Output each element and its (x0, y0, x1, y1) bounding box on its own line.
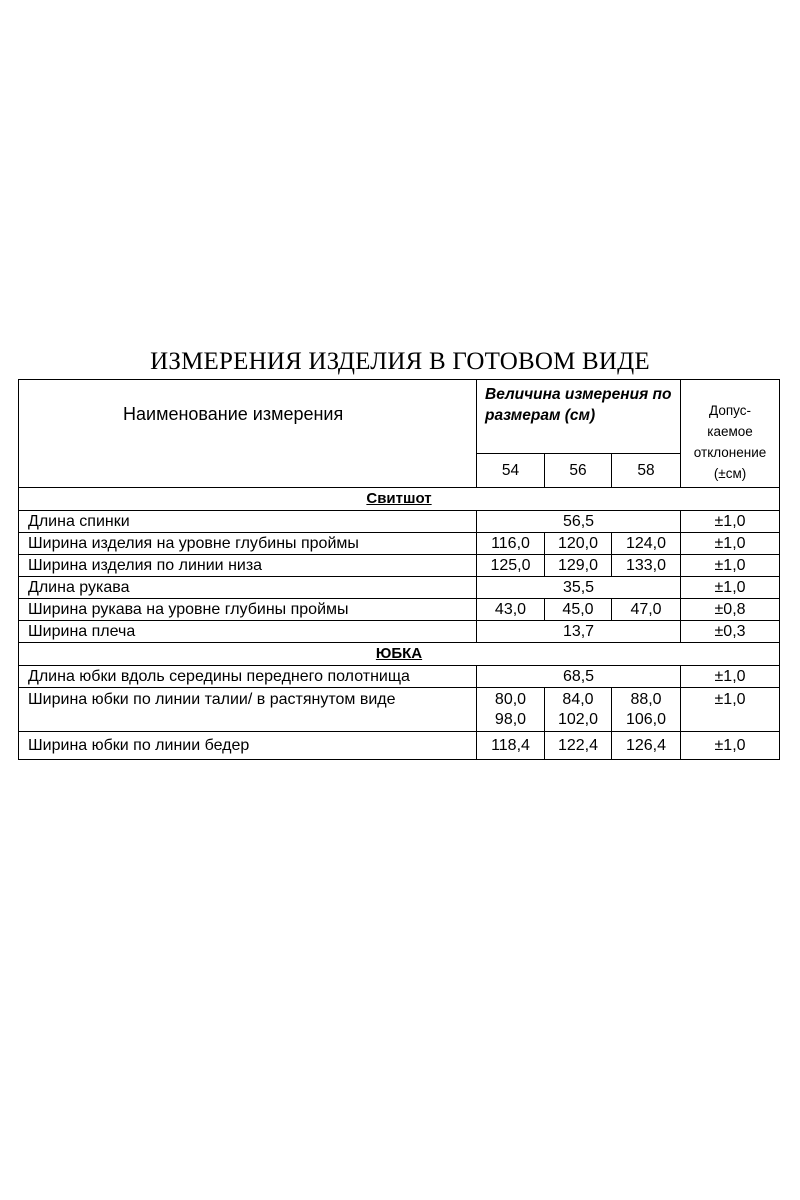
measure-value: 35,5 (477, 577, 681, 599)
measure-value: 56,5 (477, 511, 681, 533)
measure-tolerance: ±1,0 (681, 555, 780, 577)
measure-name: Ширина изделия по линии низа (19, 555, 477, 577)
table-row (19, 599, 780, 621)
measure-value-54: 116,0 (477, 533, 545, 555)
measure-tolerance: ±1,0 (681, 688, 780, 732)
measure-value: 68,5 (477, 666, 681, 688)
header-sizes-label: Величина измерения по размерам (см) (477, 380, 681, 454)
measure-tolerance: ±0,8 (681, 599, 780, 621)
measure-value-56-waist: 84,0 (562, 691, 594, 708)
measure-name: Ширина плеча (19, 621, 477, 643)
measure-value-56: 120,0 (545, 533, 612, 555)
table-row (19, 621, 780, 643)
size-58: 58 (612, 454, 681, 488)
measure-name: Ширина рукава на уровне глубины проймы (19, 599, 477, 621)
table-row (19, 666, 780, 688)
header-row (19, 380, 780, 454)
measure-value-58-stretched: 106,0 (625, 711, 667, 728)
header-tolerance (681, 380, 780, 488)
measure-tolerance: ±1,0 (681, 577, 780, 599)
table-row (19, 577, 780, 599)
measure-value-56: 45,0 (545, 599, 612, 621)
measure-value-58: 124,0 (612, 533, 681, 555)
table-row (19, 688, 780, 732)
header-tolerance-line2: каемое (707, 424, 753, 439)
measure-value-58 (612, 688, 681, 732)
section-title-skirt: ЮБКА (19, 643, 780, 666)
header-name: Наименование измерения (19, 380, 477, 488)
measure-value-56 (545, 688, 612, 732)
measure-value-56-stretched: 102,0 (557, 711, 599, 728)
size-56: 56 (545, 454, 612, 488)
header-tolerance-line3: отклонение (693, 445, 767, 460)
measurements-table (18, 379, 780, 760)
measure-value-54-stretched: 98,0 (494, 711, 527, 728)
measure-value-58: 47,0 (612, 599, 681, 621)
measure-value-58: 126,4 (612, 732, 681, 760)
header-tolerance-line4: (±см) (713, 466, 747, 481)
section-title-sweatshirt: Свитшот (19, 488, 780, 511)
page-title: ИЗМЕРЕНИЯ ИЗДЕЛИЯ В ГОТОВОМ ВИДЕ (150, 348, 650, 375)
measure-value-56: 122,4 (545, 732, 612, 760)
measure-tolerance: ±1,0 (681, 732, 780, 760)
measure-tolerance: ±1,0 (681, 533, 780, 555)
measure-name: Длина спинки (19, 511, 477, 533)
table-row (19, 555, 780, 577)
table-row (19, 732, 780, 760)
measure-value-58-waist: 88,0 (630, 691, 662, 708)
measure-value: 13,7 (477, 621, 681, 643)
measure-name: Ширина юбки по линии талии/ в растянутом виде (19, 688, 477, 732)
measure-value-56: 129,0 (545, 555, 612, 577)
measure-tolerance: ±1,0 (681, 666, 780, 688)
measure-name: Ширина изделия на уровне глубины проймы (19, 533, 477, 555)
measure-value-54-waist: 80,0 (494, 691, 527, 708)
measure-value-54: 118,4 (477, 732, 545, 760)
measure-tolerance: ±0,3 (681, 621, 780, 643)
measure-value-54: 43,0 (477, 599, 545, 621)
measure-name: Длина рукава (19, 577, 477, 599)
measure-tolerance: ±1,0 (681, 511, 780, 533)
measure-name: Длина юбки вдоль середины переднего полотнища (19, 666, 477, 688)
table-row (19, 533, 780, 555)
section-row (19, 488, 780, 511)
measure-value-54 (477, 688, 545, 732)
measure-value-58: 133,0 (612, 555, 681, 577)
measure-value-54: 125,0 (477, 555, 545, 577)
table-row (19, 511, 780, 533)
size-54: 54 (477, 454, 545, 488)
header-tolerance-line1: Допус- (709, 403, 752, 418)
measure-name: Ширина юбки по линии бедер (19, 732, 477, 760)
section-row (19, 643, 780, 666)
